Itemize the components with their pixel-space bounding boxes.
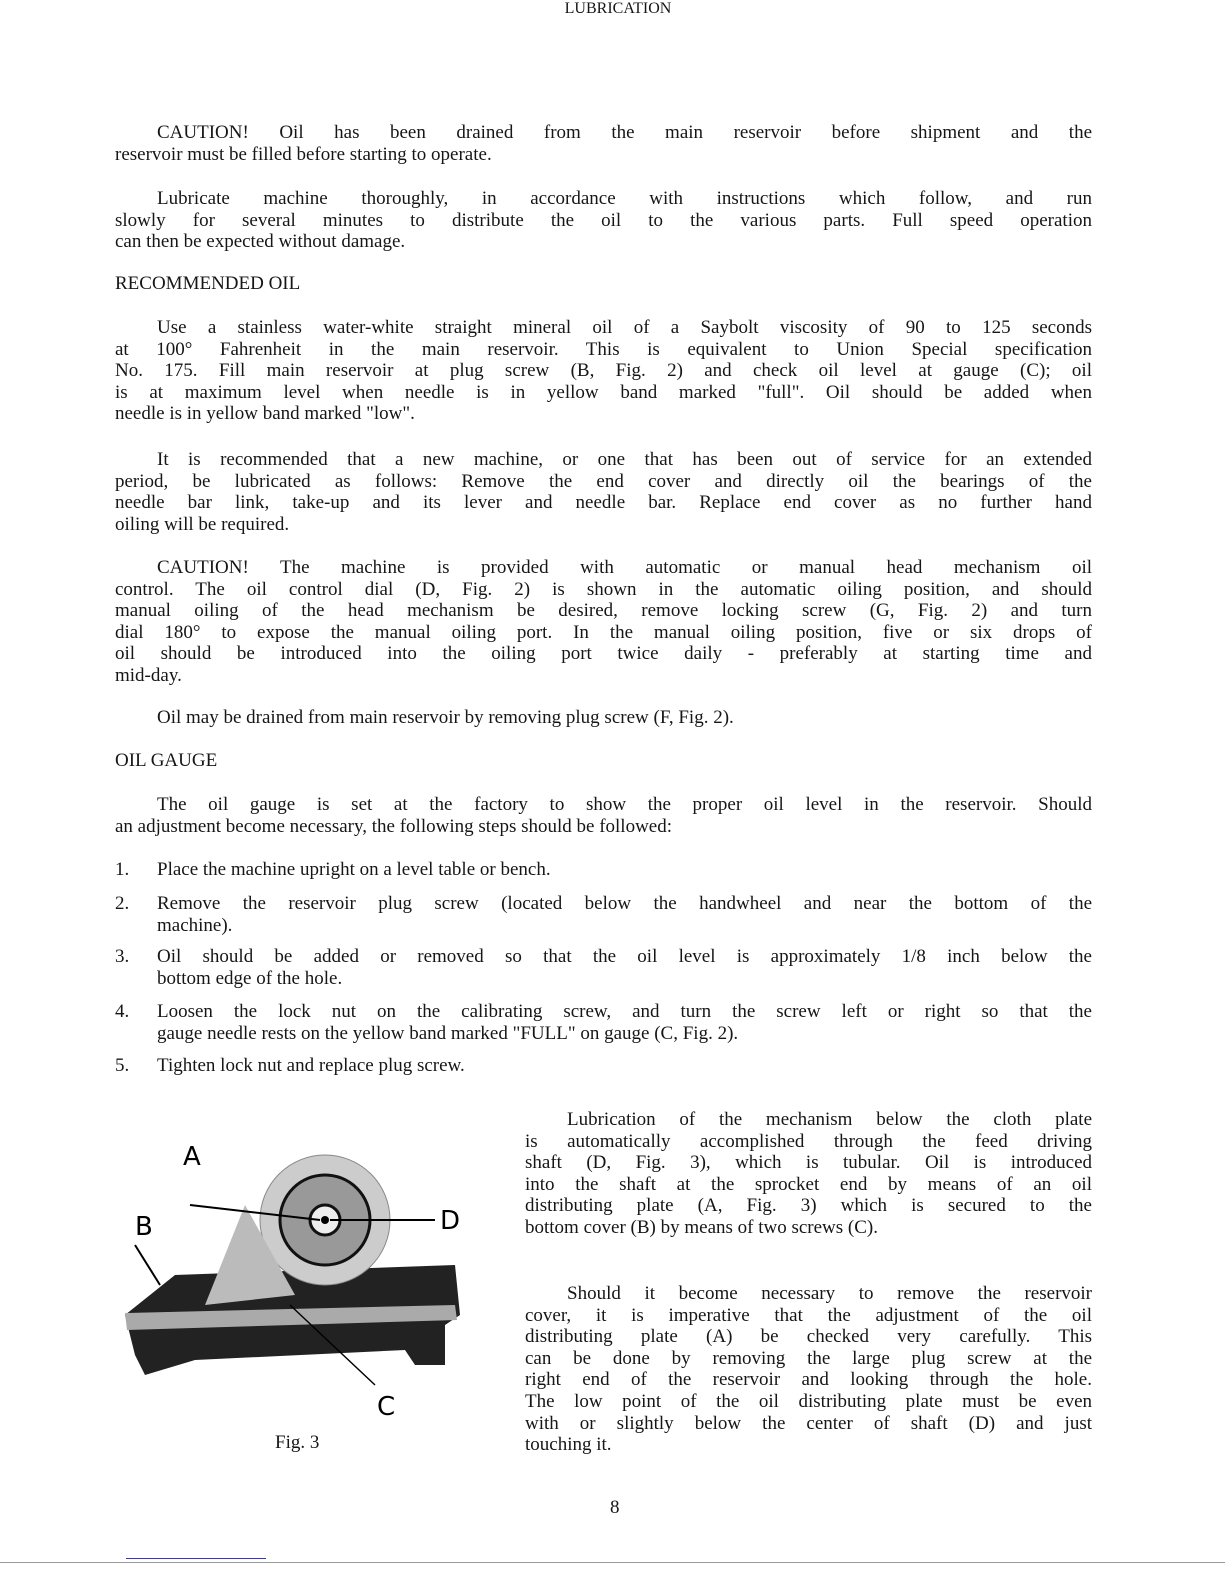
label-a: A	[183, 1142, 201, 1172]
figure-caption: Fig. 3	[275, 1432, 320, 1453]
text-line: It is recommended that a new machine, or one that has been out of service for an extended	[157, 449, 1092, 470]
text-line: Place the machine upright on a level table or bench.	[157, 859, 551, 880]
text-line: touching it.	[525, 1434, 612, 1456]
label-d: D	[440, 1206, 461, 1236]
text-line: bottom cover (B) by means of two screws (C).	[525, 1216, 879, 1238]
text-line: distributing plate (A) be checked very carefully. This	[525, 1326, 1092, 1348]
heading-recommended-oil: RECOMMENDED OIL	[115, 273, 301, 294]
paragraph	[115, 317, 1092, 425]
paragraph	[115, 449, 1092, 535]
heading-oil-gauge: OIL GAUGE	[115, 750, 218, 771]
text-line: oil should be introduced into the oiling port twice daily - preferably at starting time and	[115, 643, 1092, 665]
text-line: is automatically accomplished through the feed driving	[525, 1130, 1092, 1152]
text-line: cover, it is imperative that the adjustment of the oil	[525, 1304, 1092, 1326]
text-line: slowly for several minutes to distribute the oil to the various parts. Full speed operation	[115, 209, 1092, 231]
text-line: can be done by removing the large plug screw at the	[525, 1347, 1092, 1369]
paragraph	[115, 794, 1092, 837]
text-line: manual oiling of the head mechanism be desired, remove locking screw (G, Fig. 2) and turn	[115, 600, 1092, 622]
paragraph	[115, 557, 1092, 687]
text-line: Should it become necessary to remove the reservoir	[567, 1283, 1092, 1304]
paragraph	[157, 707, 1057, 729]
list-item	[115, 1055, 1092, 1077]
text-line: gauge needle rests on the yellow band marked "FULL" on gauge (C, Fig. 2).	[157, 1022, 739, 1044]
text-line: is at maximum level when needle is in yellow band marked "full". Oil should be added when	[115, 381, 1092, 403]
text-line: Oil should be added or removed so that the oil level is approximately 1/8 inch below the	[157, 946, 1092, 967]
text-line: Lubricate machine thoroughly, in accordance with instructions which follow, and run	[157, 188, 1092, 209]
text-line: CAUTION! The machine is provided with automatic or manual head mechanism oil	[157, 557, 1092, 578]
text-line: into the shaft at the sprocket end by means of an oil	[525, 1173, 1092, 1195]
text-line: an adjustment become necessary, the following steps should be followed:	[115, 815, 673, 837]
text-line: can then be expected without damage.	[115, 231, 406, 253]
text-line: oiling will be required.	[115, 513, 290, 535]
text-line: needle is in yellow band marked "low".	[115, 403, 415, 425]
label-c: C	[377, 1392, 396, 1422]
text-line: shaft (D, Fig. 3), which is tubular. Oil is introduced	[525, 1152, 1092, 1174]
list-number: 4.	[115, 1001, 130, 1022]
list-item	[115, 859, 1092, 881]
text-line: bottom edge of the hole.	[157, 967, 343, 989]
text-line: The low point of the oil distributing plate must be even	[525, 1390, 1092, 1412]
text-line: The oil gauge is set at the factory to show the proper oil level in the reservoir. Should	[157, 794, 1092, 815]
page-title: LUBRICATION	[564, 0, 672, 17]
list-item	[115, 946, 1092, 989]
list-item	[115, 893, 1092, 936]
text-line: machine).	[157, 914, 233, 936]
text-line: dial 180° to expose the manual oiling port. In the manual oiling position, five or six drops of	[115, 621, 1092, 643]
text-line: reservoir must be filled before starting to operate.	[115, 143, 492, 165]
text-line: control. The oil control dial (D, Fig. 2) is shown in the automatic oiling position, and should	[115, 578, 1092, 600]
text-line: with or slightly below the center of shaft (D) and just	[525, 1412, 1092, 1434]
text-line: distributing plate (A, Fig. 3) which is secured to the	[525, 1195, 1092, 1217]
figure-3-illustration	[115, 1125, 475, 1425]
list-number: 1.	[115, 859, 130, 880]
list-item	[115, 1001, 1092, 1044]
page-number: 8	[610, 1497, 620, 1518]
text-line: CAUTION! Oil has been drained from the main reservoir before shipment and the	[157, 122, 1092, 143]
list-number: 2.	[115, 893, 130, 914]
bottom-rule	[0, 1562, 1225, 1563]
paragraph	[115, 188, 1092, 253]
text-line: needle bar link, take-up and its lever and needle bar. Replace end cover as no further hand	[115, 492, 1092, 514]
reservoir-diagram	[125, 1155, 460, 1385]
text-line: Lubrication of the mechanism below the cloth plate	[567, 1109, 1092, 1130]
text-line: Tighten lock nut and replace plug screw.	[157, 1055, 465, 1076]
text-line: Remove the reservoir plug screw (located below the handwheel and near the bottom of the	[157, 893, 1092, 914]
text-line: mid-day.	[115, 664, 182, 686]
bottom-link-underline	[126, 1558, 266, 1559]
paragraph	[115, 122, 1092, 165]
label-b: B	[135, 1212, 153, 1242]
text-line: at 100° Fahrenheit in the main reservoir. This is equivalent to Union Special specification	[115, 338, 1092, 360]
list-number: 3.	[115, 946, 130, 967]
text-line: period, be lubricated as follows: Remove the end cover and directly oil the bearings of the	[115, 470, 1092, 492]
text-line: Loosen the lock nut on the calibrating screw, and turn the screw left or right so that the	[157, 1001, 1092, 1022]
text-line: Oil may be drained from main reservoir by removing plug screw (F, Fig. 2).	[157, 707, 734, 728]
text-line: right end of the reservoir and looking through the hole.	[525, 1369, 1092, 1391]
paragraph	[525, 1109, 1092, 1239]
paragraph	[525, 1283, 1092, 1456]
text-line: No. 175. Fill main reservoir at plug screw (B, Fig. 2) and check oil level at gauge (C); oil	[115, 360, 1092, 382]
list-number: 5.	[115, 1055, 130, 1076]
text-line: Use a stainless water-white straight mineral oil of a Saybolt viscosity of 90 to 125 seconds	[157, 317, 1092, 338]
